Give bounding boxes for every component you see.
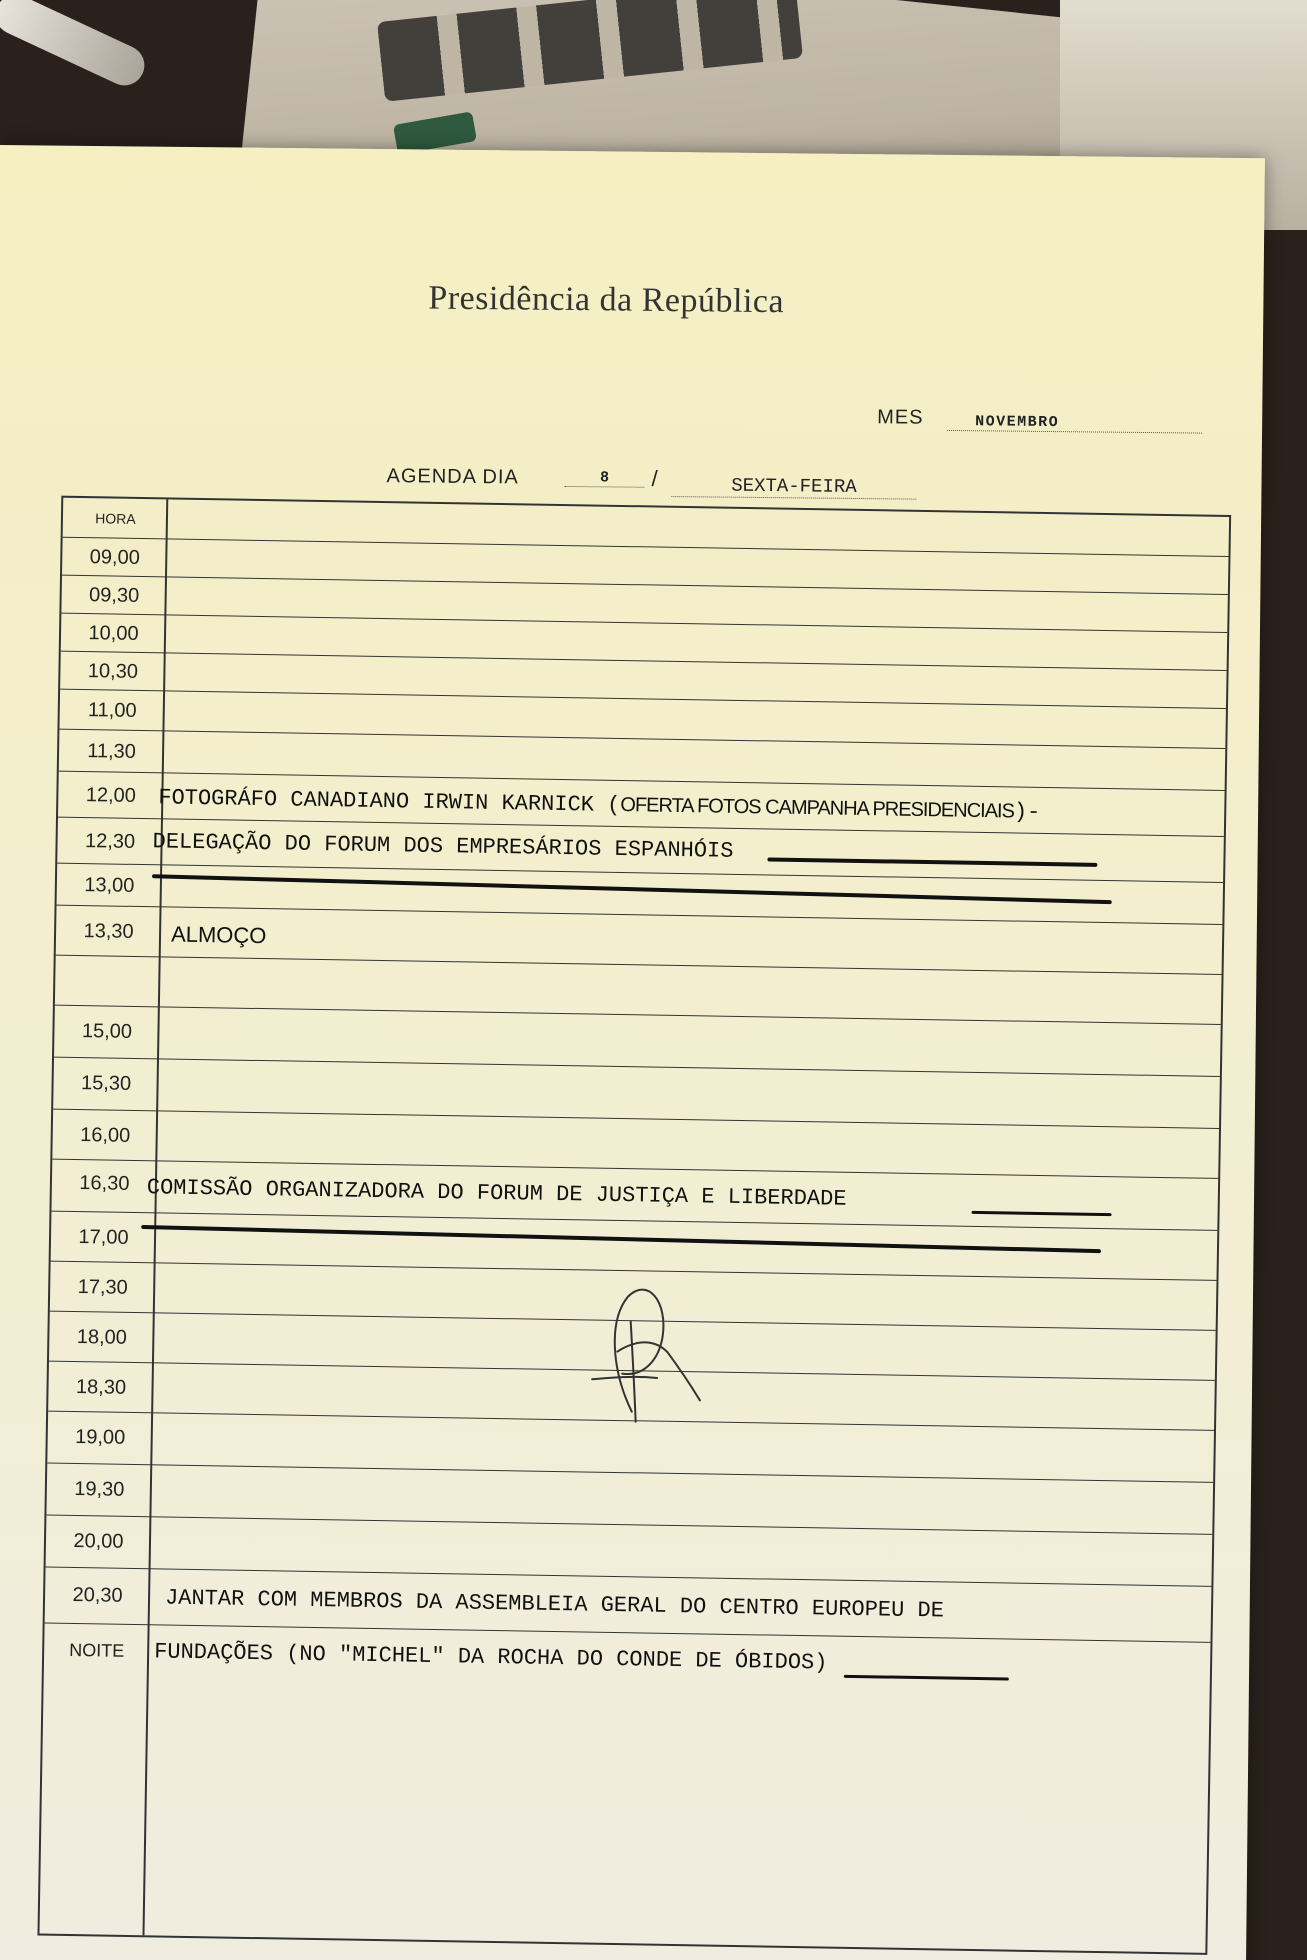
fill-line (844, 1675, 1009, 1681)
hour-cell: NOITE (69, 1639, 125, 1661)
agenda-entry-photographer: FOTOGRÁFO CANADIANO IRWIN KARNICK (OFERTA FOTOS CAMPANHA PRESIDENCIAIS)- (158, 785, 1041, 825)
hour-cell: 18,30 (75, 1376, 127, 1399)
hour-cell: 19,30 (74, 1478, 125, 1501)
fill-line (141, 1225, 1101, 1253)
day-value: 8 (564, 469, 644, 488)
month-label: MES (877, 406, 924, 429)
agenda-entry-justice-forum: COMISSÃO ORGANIZADORA DO FORUM DE JUSTIÇA E LIBERDADE (146, 1175, 847, 1212)
fill-line (972, 1211, 1112, 1216)
hour-cell: 15,00 (81, 1020, 133, 1043)
hour-cell: 16,30 (79, 1172, 130, 1195)
hour-cell (55, 970, 160, 972)
agenda-entry-spanish-delegation: DELEGAÇÃO DO FORUM DOS EMPRESÁRIOS ESPANHÓIS (152, 829, 734, 864)
agenda-day-label: AGENDA DIA (386, 465, 519, 489)
hour-cell: 16,00 (80, 1124, 131, 1147)
date-separator: / (651, 465, 658, 491)
hour-cell: 12,30 (84, 830, 136, 853)
hour-cell: 15,30 (80, 1072, 132, 1095)
hour-cell: 17,30 (77, 1276, 128, 1299)
hour-cell: 18,00 (76, 1326, 128, 1349)
page-title: Presidência da República (428, 279, 785, 321)
handwritten-signature (572, 1281, 714, 1432)
hour-cell: 17,00 (78, 1226, 129, 1249)
hour-cell: 13,00 (84, 874, 135, 897)
hour-cell: 12,00 (85, 784, 137, 807)
hour-cell: 20,00 (73, 1530, 124, 1553)
hour-cell: 19,00 (75, 1426, 126, 1449)
fill-line (152, 874, 1112, 904)
pen (0, 0, 151, 92)
hour-cell: 13,30 (83, 920, 134, 943)
hour-cell: 09,30 (88, 584, 140, 607)
agenda-entry-lunch: ALMOÇO (170, 921, 267, 949)
hour-cell: 11,30 (87, 740, 137, 763)
hour-cell: 20,30 (72, 1584, 123, 1607)
agenda-entry-dinner-continued: FUNDAÇÕES (NO "MICHEL" DA ROCHA DO CONDE DE ÓBIDOS) (153, 1639, 828, 1676)
hour-cell: 11,00 (87, 699, 137, 722)
hour-header: HORA (95, 510, 136, 527)
hour-cell: 10,00 (88, 622, 139, 645)
agenda-entry-dinner: JANTAR COM MEMBROS DA ASSEMBLEIA GERAL DO CENTRO EUROPEU DE (164, 1585, 945, 1624)
hour-cell: 10,30 (87, 660, 139, 683)
agenda-sheet (0, 145, 1265, 1960)
fill-line (767, 857, 1097, 866)
month-value: NOVEMBRO (947, 413, 1202, 434)
weekday-value: SEXTA-FEIRA (671, 474, 916, 500)
agenda-table (37, 496, 1231, 1955)
hour-cell: 09,00 (89, 546, 141, 569)
